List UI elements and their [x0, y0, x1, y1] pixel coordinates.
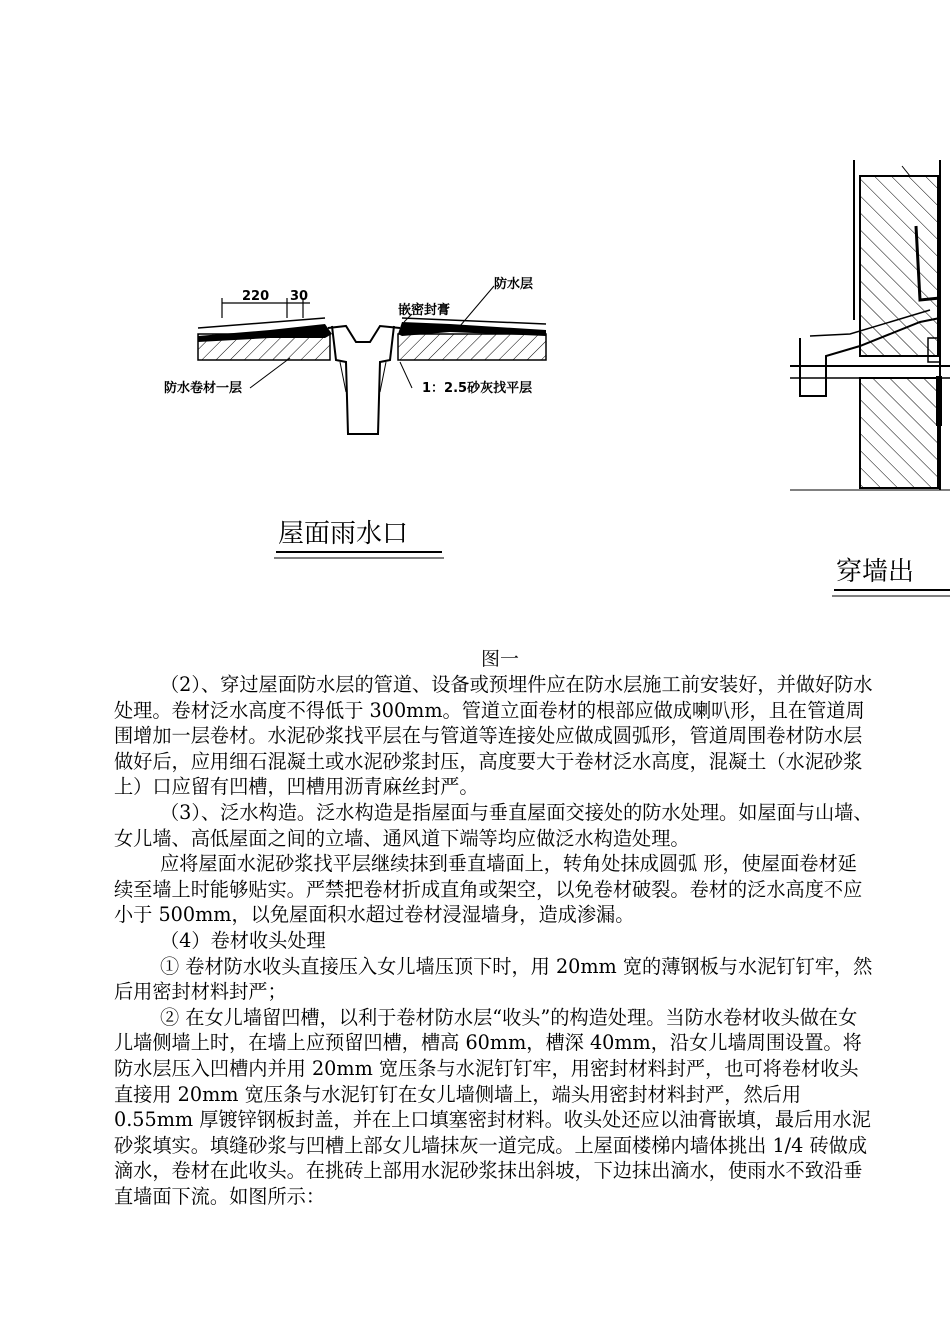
- right-slab: [398, 334, 546, 360]
- wall-penetration-diagram: [790, 160, 950, 610]
- label-extra-layer: 防水卷材一层: [164, 381, 243, 396]
- left-figure-title: 屋面雨水口: [278, 519, 409, 549]
- label-waterproof-layer: 防水层: [494, 277, 534, 292]
- lower-wall: [860, 378, 938, 488]
- figure-caption: 图一: [480, 648, 519, 670]
- label-sealant: 嵌密封膏: [398, 303, 451, 318]
- right-figure-title: 穿墙出: [836, 557, 915, 587]
- roof-drain-diagram: [150, 270, 570, 570]
- dim-220: 220: [242, 289, 270, 304]
- paragraph: ① 卷材防水收头直接压入女儿墙压顶下时，用 20mm 宽的薄钢板与水泥钉钉牢，然后用密封材料封严；: [114, 954, 873, 1004]
- body-text: [114, 672, 874, 1209]
- paragraph: （2）、穿过屋面防水层的管道、设备或预埋件应在防水层施工前安装好，并做好防水处理。卷材泛水高度不得低于 300mm。管道立面卷材的根部应做成喇叭形，且在管道周围增加一层卷材。水泥砂浆找平层在与管道等连接处应做成圆弧形，管道周围卷材防水层做好后，应用细石混凝土或水泥砂浆封压，高度要大于卷材泛水高度，混凝土（水泥砂浆上）口应留有凹槽，凹槽用沥青麻丝封严。: [114, 673, 873, 799]
- paragraph: ② 在女儿墙留凹槽，以利于卷材防水层“收头”的构造处理。当防水卷材收头做在女儿墙侧墙上时，在墙上应预留凹槽，槽高 60mm，槽深 40mm，沿女儿墙周围设置。将防水层压入凹槽内并用 20mm 宽压条与水泥钉钉牢，用密封材料封严，也可将卷材收头直接用 20mm 宽压条与水泥钉钉在女儿墙侧墙上，端头用密封材料封严，然后用 0.55mm 厚镀锌钢板封盖，并在上口填塞密封材料。收头处还应以油膏嵌填，最后用水泥砂浆填实。填缝砂浆与凹槽上部女儿墙抹灰一道完成。上屋面楼梯内墙体挑出 1/4 砖做成滴水，卷材在此收头。在挑砖上部用水泥砂浆抹出斜坡，下边抹出滴水，使雨水不致沿垂直墙面下流。如图所示：: [114, 1005, 871, 1208]
- paragraph: 应将屋面水泥砂浆找平层继续抹到垂直墙面上，转角处抹成圆弧 形，使屋面卷材延续至墙上时能够贴实。严禁把卷材折成直角或架空，以免卷材破裂。卷材的泛水高度不应小于 500mm，以免屋面积水超过卷材浸湿墙身，造成渗漏。: [114, 852, 863, 927]
- dim-30: 30: [290, 289, 309, 304]
- label-screed: 1：2.5砂灰找平层: [422, 381, 533, 396]
- upper-wall: [860, 176, 938, 356]
- paragraph: （3）、泛水构造。泛水构造是指屋面与垂直屋面交接处的防水处理。如屋面与山墙、女儿墙、高低屋面之间的立墙、通风道下端等均应做泛水构造处理。: [114, 800, 873, 850]
- section-heading: （4）卷材收头处理: [160, 928, 326, 952]
- drain-cap: [328, 326, 400, 342]
